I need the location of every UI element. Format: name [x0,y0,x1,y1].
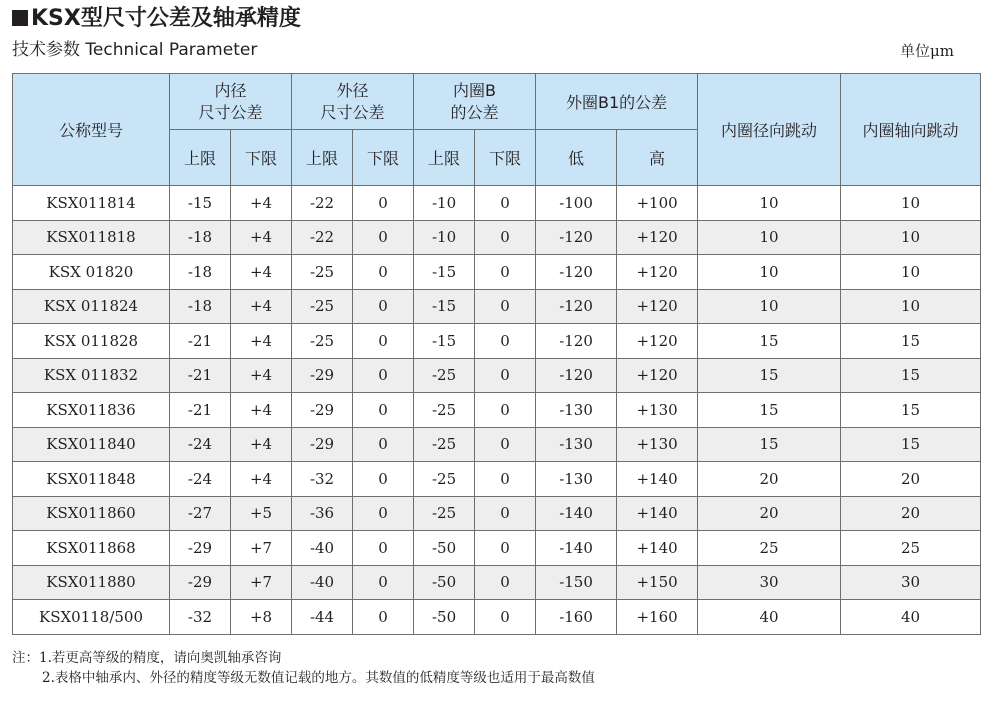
header-radial-runout: 内圈径向跳动 [698,74,841,186]
cell-inner-lower: +4 [231,289,292,324]
cell-ring-b-lower: 0 [475,255,536,290]
cell-model: KSX011818 [13,220,170,255]
cell-ring-b1-high: +120 [617,358,698,393]
square-bullet-icon [12,10,28,26]
cell-radial-runout: 15 [698,393,841,428]
table-row [13,496,981,531]
cell-inner-upper: -29 [170,565,231,600]
cell-outer-lower: 0 [353,496,414,531]
cell-ring-b-lower: 0 [475,358,536,393]
cell-inner-upper: -24 [170,427,231,462]
cell-outer-upper: -40 [292,565,353,600]
cell-outer-upper: -29 [292,358,353,393]
note-line-2: 2.表格中轴承内、外径的精度等级无数值记载的地方。其数值的低精度等级也适用于最高数值 [42,670,595,686]
cell-model: KSX011868 [13,531,170,566]
header-outer-diameter-tolerance [292,74,414,130]
tolerance-table [12,73,981,635]
header-inner-diameter-tolerance [170,74,292,130]
cell-ring-b-lower: 0 [475,186,536,221]
cell-axial-runout: 15 [841,324,981,359]
cell-axial-runout: 25 [841,531,981,566]
header-outer-diameter-line1: 外径 [336,80,369,100]
cell-ring-b1-low: -120 [536,358,617,393]
table-row [13,393,981,428]
notes [12,648,595,688]
table-row [13,427,981,462]
cell-ring-b1-low: -120 [536,255,617,290]
cell-inner-upper: -29 [170,531,231,566]
cell-ring-b1-high: +140 [617,531,698,566]
cell-model: KSX0118/500 [13,600,170,635]
header-lower-limit: 下限 [231,130,292,186]
cell-ring-b-upper: -25 [414,358,475,393]
cell-ring-b-lower: 0 [475,220,536,255]
header-inner-diameter-line2: 尺寸公差 [198,102,263,122]
cell-inner-lower: +4 [231,186,292,221]
cell-outer-upper: -36 [292,496,353,531]
cell-ring-b1-high: +100 [617,186,698,221]
cell-ring-b1-high: +140 [617,496,698,531]
header-model: 公称型号 [13,74,170,186]
cell-inner-lower: +8 [231,600,292,635]
cell-outer-lower: 0 [353,462,414,497]
cell-ring-b-upper: -25 [414,393,475,428]
cell-ring-b1-high: +120 [617,255,698,290]
cell-ring-b1-high: +140 [617,462,698,497]
cell-outer-lower: 0 [353,358,414,393]
cell-axial-runout: 40 [841,600,981,635]
cell-inner-lower: +4 [231,393,292,428]
cell-axial-runout: 15 [841,358,981,393]
cell-ring-b1-low: -120 [536,289,617,324]
page-title [12,4,301,34]
cell-ring-b1-high: +150 [617,565,698,600]
cell-axial-runout: 20 [841,496,981,531]
header-axial-runout: 内圈轴向跳动 [841,74,981,186]
page-title-text: KSX型尺寸公差及轴承精度 [31,6,301,31]
cell-inner-upper: -27 [170,496,231,531]
cell-outer-upper: -32 [292,462,353,497]
table-row [13,462,981,497]
header-outer-diameter-line2: 尺寸公差 [320,102,385,122]
table-row [13,324,981,359]
table-row [13,220,981,255]
cell-radial-runout: 15 [698,358,841,393]
header-lower-limit: 下限 [475,130,536,186]
cell-inner-lower: +4 [231,358,292,393]
table-row [13,565,981,600]
header-inner-ring-line1: 内圈B [453,80,497,100]
cell-ring-b-upper: -15 [414,324,475,359]
cell-axial-runout: 20 [841,462,981,497]
cell-ring-b-lower: 0 [475,393,536,428]
header-upper-limit: 上限 [170,130,231,186]
cell-outer-lower: 0 [353,565,414,600]
cell-ring-b-upper: -15 [414,255,475,290]
cell-model: KSX 011824 [13,289,170,324]
cell-axial-runout: 10 [841,220,981,255]
cell-outer-lower: 0 [353,324,414,359]
cell-ring-b-lower: 0 [475,324,536,359]
cell-radial-runout: 10 [698,255,841,290]
cell-model: KSX 01820 [13,255,170,290]
cell-radial-runout: 20 [698,496,841,531]
cell-outer-upper: -25 [292,289,353,324]
cell-outer-upper: -29 [292,393,353,428]
header-upper-limit: 上限 [414,130,475,186]
cell-outer-upper: -29 [292,427,353,462]
cell-ring-b-lower: 0 [475,289,536,324]
header-low: 低 [536,130,617,186]
cell-inner-upper: -24 [170,462,231,497]
cell-ring-b-upper: -50 [414,600,475,635]
cell-outer-upper: -25 [292,255,353,290]
cell-ring-b-upper: -50 [414,531,475,566]
cell-axial-runout: 10 [841,255,981,290]
cell-ring-b1-high: +120 [617,220,698,255]
cell-ring-b-upper: -25 [414,462,475,497]
cell-inner-upper: -18 [170,220,231,255]
cell-ring-b-lower: 0 [475,462,536,497]
header-lower-limit: 下限 [353,130,414,186]
cell-ring-b-lower: 0 [475,427,536,462]
table-row [13,600,981,635]
cell-radial-runout: 15 [698,427,841,462]
cell-model: KSX011848 [13,462,170,497]
cell-model: KSX011814 [13,186,170,221]
cell-outer-upper: -44 [292,600,353,635]
cell-axial-runout: 10 [841,289,981,324]
cell-ring-b1-high: +130 [617,393,698,428]
cell-inner-lower: +4 [231,462,292,497]
table-row [13,358,981,393]
cell-radial-runout: 25 [698,531,841,566]
cell-outer-lower: 0 [353,393,414,428]
cell-inner-upper: -21 [170,324,231,359]
cell-radial-runout: 15 [698,324,841,359]
table-row [13,531,981,566]
table-row [13,255,981,290]
cell-outer-lower: 0 [353,255,414,290]
cell-model: KSX011836 [13,393,170,428]
cell-inner-upper: -15 [170,186,231,221]
header-high: 高 [617,130,698,186]
header-upper-limit: 上限 [292,130,353,186]
cell-ring-b-upper: -25 [414,427,475,462]
cell-model: KSX011840 [13,427,170,462]
cell-ring-b-upper: -25 [414,496,475,531]
cell-ring-b1-low: -160 [536,600,617,635]
cell-inner-upper: -18 [170,289,231,324]
cell-model: KSX011860 [13,496,170,531]
cell-outer-lower: 0 [353,427,414,462]
cell-inner-upper: -32 [170,600,231,635]
cell-ring-b-upper: -10 [414,186,475,221]
cell-outer-upper: -40 [292,531,353,566]
cell-outer-upper: -22 [292,220,353,255]
cell-axial-runout: 10 [841,186,981,221]
header-inner-ring-line2: 的公差 [450,102,499,122]
cell-outer-lower: 0 [353,531,414,566]
cell-radial-runout: 10 [698,220,841,255]
table-row [13,186,981,221]
cell-ring-b-lower: 0 [475,531,536,566]
cell-outer-upper: -25 [292,324,353,359]
cell-ring-b1-low: -100 [536,186,617,221]
cell-ring-b1-low: -140 [536,496,617,531]
header-inner-ring-b-tolerance [414,74,536,130]
cell-inner-lower: +7 [231,565,292,600]
table-header [13,74,981,186]
cell-inner-lower: +5 [231,496,292,531]
cell-radial-runout: 10 [698,186,841,221]
note-line-1: 注：1.若更高等级的精度，请向奥凯轴承咨询 [12,650,282,666]
cell-ring-b1-low: -150 [536,565,617,600]
cell-ring-b1-low: -130 [536,427,617,462]
page-subtitle: 技术参数 Technical Parameter [12,40,258,60]
cell-ring-b1-low: -130 [536,393,617,428]
cell-radial-runout: 20 [698,462,841,497]
cell-outer-lower: 0 [353,289,414,324]
cell-ring-b1-low: -140 [536,531,617,566]
cell-radial-runout: 10 [698,289,841,324]
header-inner-diameter-line1: 内径 [214,80,247,100]
cell-inner-upper: -21 [170,358,231,393]
cell-ring-b1-high: +120 [617,289,698,324]
cell-axial-runout: 30 [841,565,981,600]
cell-ring-b-lower: 0 [475,496,536,531]
cell-model: KSX 011828 [13,324,170,359]
unit-label: 单位μm [900,42,954,60]
header-outer-ring-b1-tolerance: 外圈B1的公差 [536,74,698,130]
cell-inner-lower: +4 [231,427,292,462]
cell-ring-b1-high: +160 [617,600,698,635]
cell-outer-lower: 0 [353,220,414,255]
cell-ring-b1-low: -120 [536,220,617,255]
cell-ring-b1-low: -120 [536,324,617,359]
table-row [13,289,981,324]
cell-inner-lower: +4 [231,255,292,290]
cell-outer-upper: -22 [292,186,353,221]
cell-ring-b-lower: 0 [475,565,536,600]
cell-ring-b-upper: -10 [414,220,475,255]
cell-axial-runout: 15 [841,427,981,462]
cell-inner-lower: +4 [231,324,292,359]
cell-inner-upper: -18 [170,255,231,290]
cell-inner-lower: +7 [231,531,292,566]
cell-ring-b1-high: +130 [617,427,698,462]
cell-ring-b-lower: 0 [475,600,536,635]
table-body [13,186,981,635]
cell-ring-b1-low: -130 [536,462,617,497]
cell-ring-b-upper: -50 [414,565,475,600]
cell-radial-runout: 40 [698,600,841,635]
cell-ring-b-upper: -15 [414,289,475,324]
cell-inner-upper: -21 [170,393,231,428]
cell-axial-runout: 15 [841,393,981,428]
cell-radial-runout: 30 [698,565,841,600]
cell-outer-lower: 0 [353,186,414,221]
cell-ring-b1-high: +120 [617,324,698,359]
cell-model: KSX011880 [13,565,170,600]
cell-model: KSX 011832 [13,358,170,393]
cell-outer-lower: 0 [353,600,414,635]
cell-inner-lower: +4 [231,220,292,255]
